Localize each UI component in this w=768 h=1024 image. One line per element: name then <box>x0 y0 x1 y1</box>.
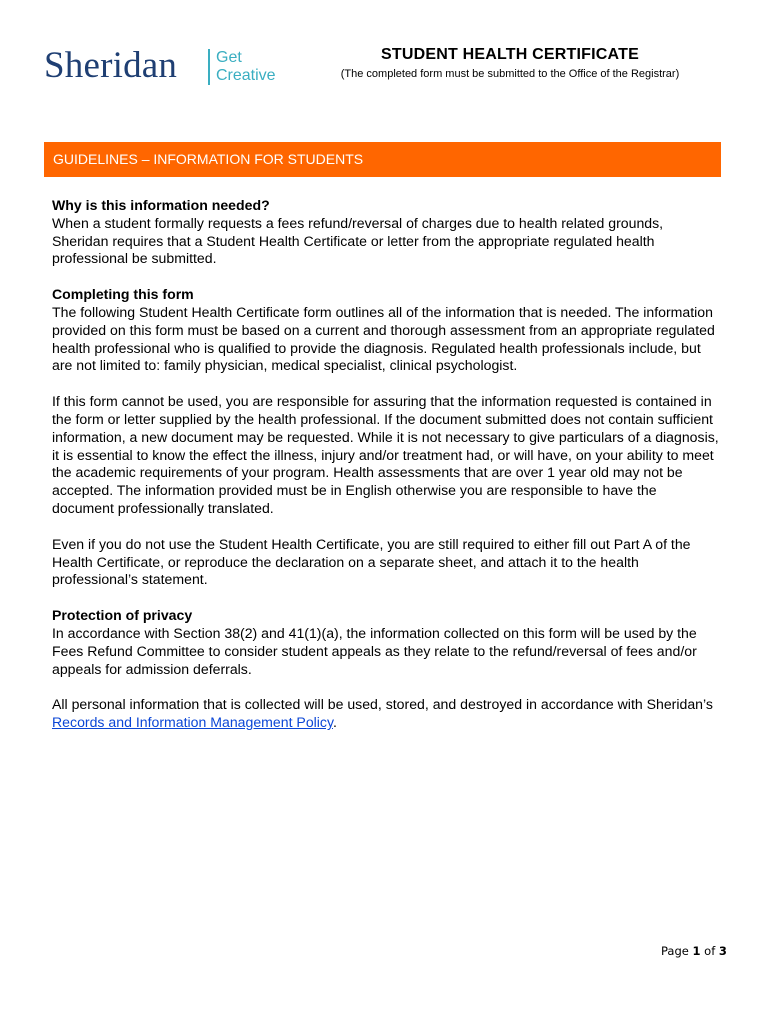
guidelines-banner: GUIDELINES – INFORMATION FOR STUDENTS <box>44 142 721 177</box>
completing-heading: Completing this form <box>52 286 194 303</box>
even-if-body: Even if you do not use the Student Health Certificate, you are still required to either fill out Part A of the Health Certificate, or reproduce the declaration on a separate sheet, and attach it to the health professional’s statement. <box>52 535 691 588</box>
personal-info-period: . <box>332 714 337 731</box>
personal-info-paragraph <box>52 696 722 732</box>
page-label: Page <box>661 944 689 958</box>
guidelines-content <box>52 197 722 732</box>
page-number <box>661 944 727 958</box>
completing-body: The following Student Health Certificate form outlines all of the information that is needed. The information provided on this form must be based on a current and thorough assessment from an appropriate regulated health professional who is qualified to provide the diagnosis. Regulated health professionals include, but are not limited to: family physician, medical specialist, clinical psychologist. <box>52 303 715 374</box>
current-page: 1 <box>692 944 701 958</box>
cannot-use-body: If this form cannot be used, you are responsible for assuring that the information requested is contained in the form or letter supplied by the health professional. If the document submitted does not contain sufficient information, a new document may be requested. While it is not necessary to give particulars of a diagnosis, it is essential to know the effect the illness, injury and/or treatment had, or will have, on your ability to meet the academic requirements of your program. Health assessments that are over 1 year old may not be accepted. The information provided must be in English otherwise you are responsible to have the document professionally translated. <box>52 393 719 516</box>
logo-wordmark: Sheridan <box>44 45 178 86</box>
sheridan-logo <box>44 44 286 88</box>
document-header <box>330 46 690 80</box>
privacy-heading: Protection of privacy <box>52 607 193 624</box>
logo-divider <box>208 49 210 85</box>
why-body: When a student formally requests a fees refund/reversal of charges due to health related grounds, Sheridan requires that a Student Health Certificate or letter from the appropriate regulated health professional be submitted. <box>52 214 664 267</box>
document-title: STUDENT HEALTH CERTIFICATE <box>381 46 639 63</box>
personal-info-text: All personal information that is collected will be used, stored, and destroyed in accordance with Sheridan’s <box>52 696 713 713</box>
logo-tagline-line-1: Get <box>216 49 242 66</box>
document-subtitle: (The completed form must be submitted to the Office of the Registrar) <box>340 68 680 80</box>
of-label: of <box>704 944 716 958</box>
records-policy-link[interactable]: Records and Information Management Policy <box>52 714 333 731</box>
logo-tagline <box>216 49 276 85</box>
logo-tagline-line-2: Creative <box>216 67 276 84</box>
privacy-body: In accordance with Section 38(2) and 41(1)(a), the information collected on this form will be used by the Fees Refund Committee to consider student appeals as they relate to the refund/reversal of fees and/or appeals for admission deferrals. <box>52 624 697 677</box>
total-pages: 3 <box>718 944 727 958</box>
why-heading: Why is this information needed? <box>52 197 270 213</box>
